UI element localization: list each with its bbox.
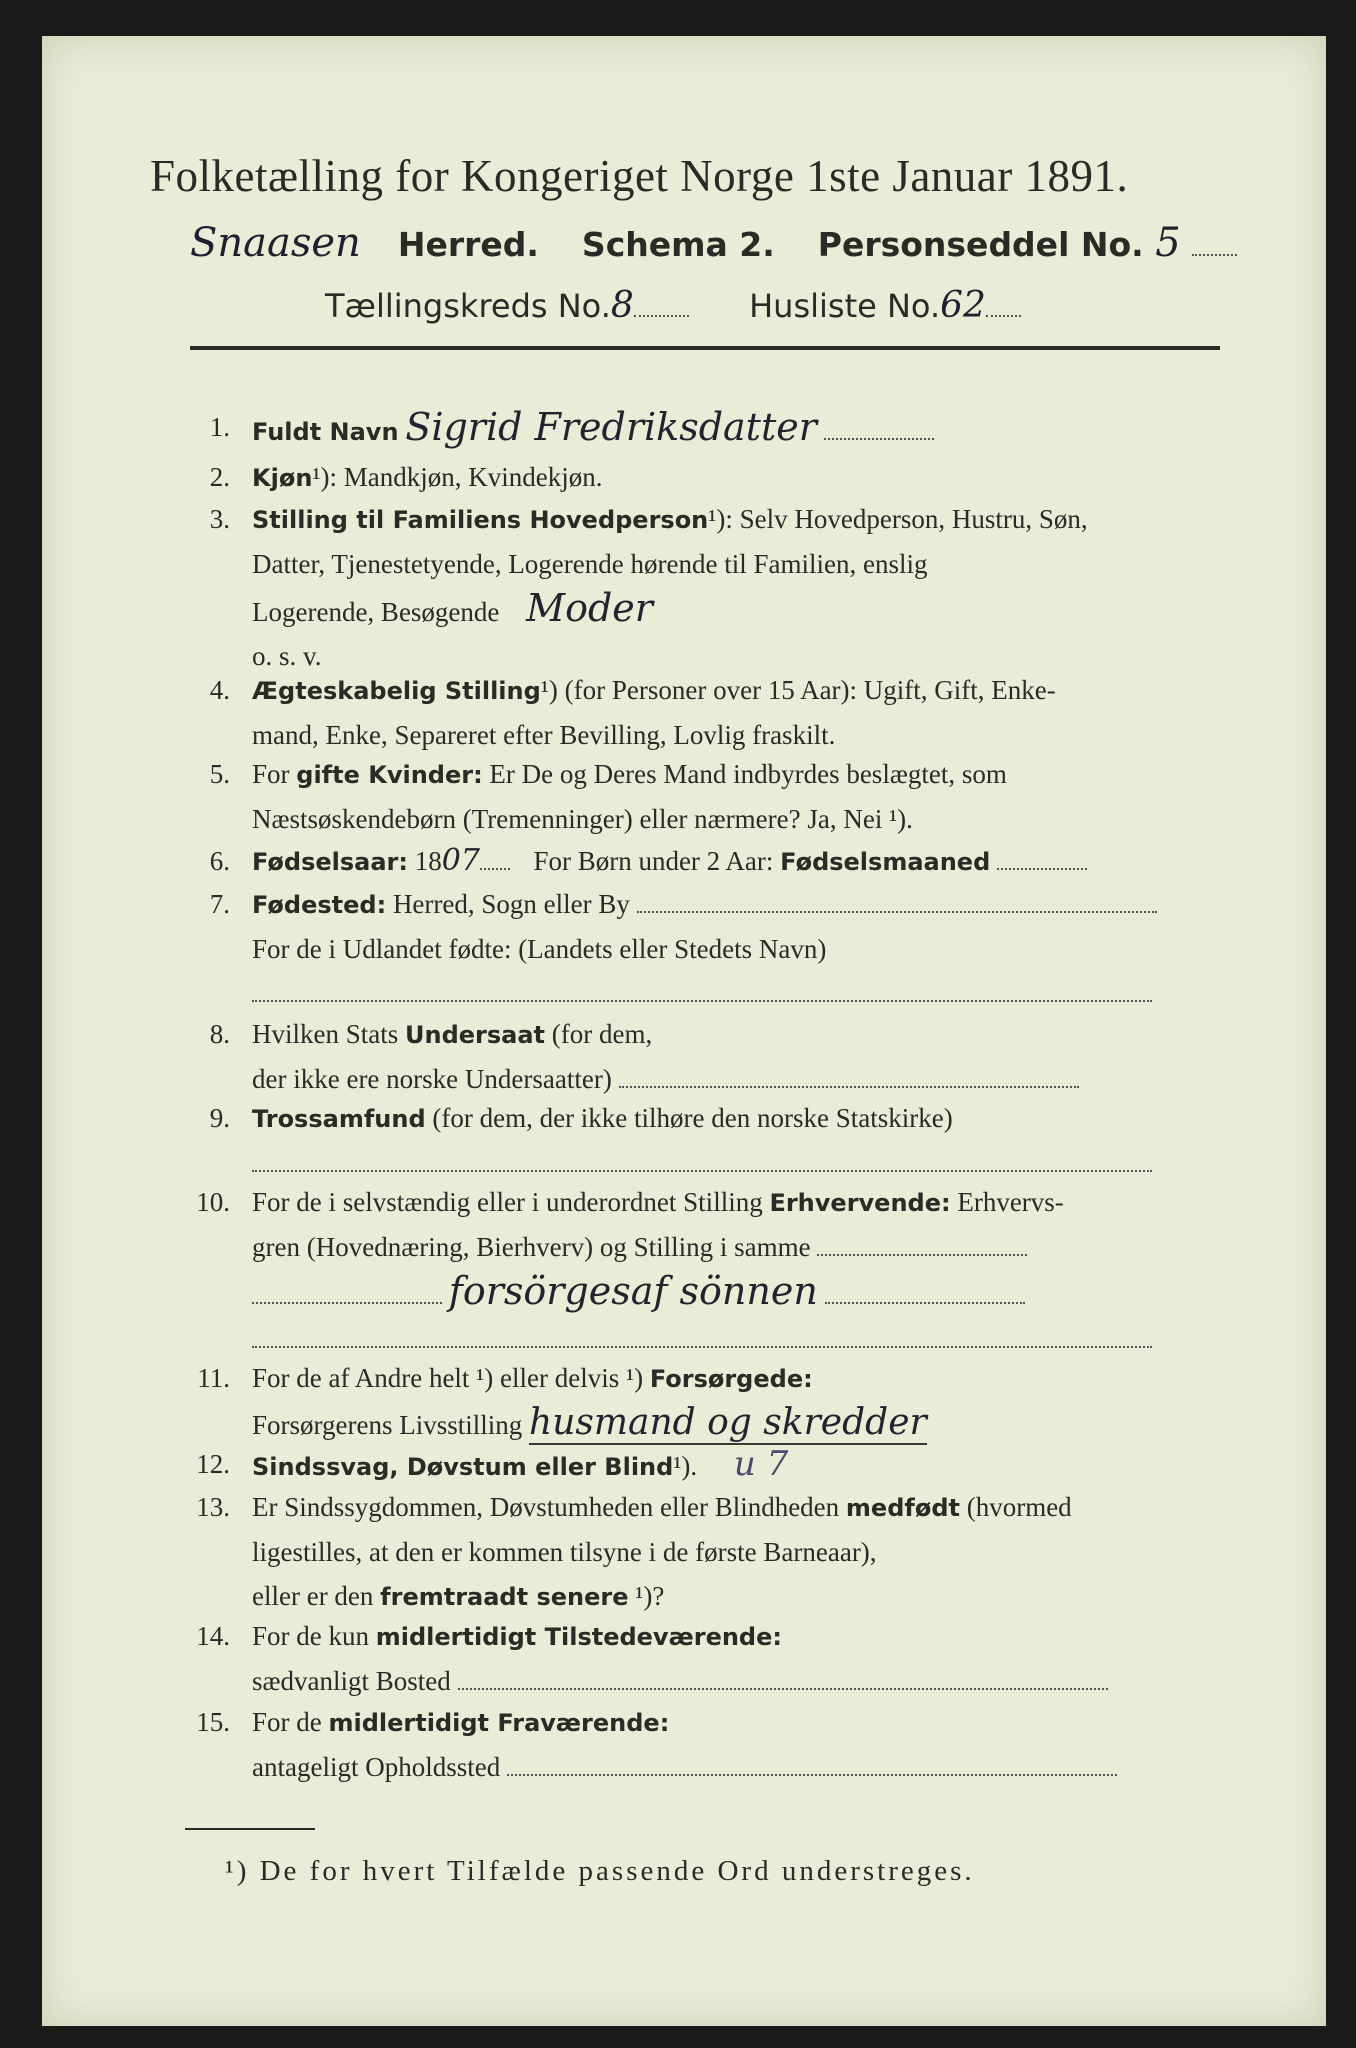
item-text: o. s. v. <box>252 641 322 671</box>
item-text: For de <box>252 1707 322 1737</box>
item-text: Herred, Sogn eller By <box>392 889 630 919</box>
item-label: midlertidigt Fraværende: <box>328 1709 670 1737</box>
item-text: gren (Hovednæring, Bierhverv) og Stilling i samme <box>252 1232 811 1262</box>
item-number: 4. <box>209 675 230 705</box>
item-label: medfødt <box>845 1494 960 1522</box>
item-text: For <box>252 759 290 789</box>
item-label: Erhvervende: <box>769 1189 951 1217</box>
item-text: (hvormed <box>966 1492 1072 1522</box>
name-value: Sigrid Fredriksdatter <box>405 405 817 449</box>
item-number: 13. <box>196 1492 230 1522</box>
husliste-number: 62 <box>940 285 986 326</box>
item-text: (for dem, <box>551 1019 653 1049</box>
item-number: 1. <box>209 412 230 442</box>
item-label: Fødselsmaaned <box>780 848 991 876</box>
herred-schema-line <box>190 220 1237 266</box>
item-text: der ikke ere norske Undersaatter) <box>252 1064 612 1094</box>
item-text: For de i selvstændig eller i underordnet Stilling <box>252 1187 763 1217</box>
item-text: ¹)? <box>635 1581 665 1611</box>
item-number: 10. <box>196 1187 230 1217</box>
item-text: mand, Enke, Separeret efter Bevilling, Lovlig fraskilt. <box>252 720 836 750</box>
item-label: Trossamfund <box>252 1105 426 1133</box>
item-label: Forsørgede: <box>649 1365 813 1393</box>
kreds-husliste-line <box>325 285 1021 326</box>
birth-year-value: 07 <box>441 843 480 878</box>
item-text: For de i Udlandet fødte: (Landets eller Stedets Navn) <box>252 934 827 964</box>
item-text: Er Sindssygdommen, Døvstumheden eller Blindheden <box>252 1492 840 1522</box>
item-text: Forsørgerens Livsstilling <box>252 1410 523 1440</box>
personseddel-label: Personseddel No. <box>817 225 1144 264</box>
year-prefix: 18 <box>414 846 442 876</box>
item-text: ¹): Mandkjøn, Kvindekjøn. <box>312 462 603 492</box>
item-number: 14. <box>196 1621 230 1651</box>
item-text: Er De og Deres Mand indbyrdes beslægtet, som <box>489 759 1007 789</box>
item-text: For de af Andre helt ¹) eller delvis ¹) <box>252 1363 644 1393</box>
item-number: 11. <box>197 1363 230 1393</box>
item-text: Datter, Tjenestetyende, Logerende hørende til Familien, enslig <box>252 549 928 579</box>
item-number: 2. <box>209 462 230 492</box>
herred-label: Herred. <box>397 225 539 264</box>
kreds-label: Tællingskreds No. <box>325 287 611 325</box>
sindssvag-value: u 7 <box>733 1444 789 1484</box>
husliste-label: Husliste No. <box>749 287 941 325</box>
item-text: ¹): Selv Hovedperson, Hustru, Søn, <box>708 504 1088 534</box>
item-label: midlertidigt Tilstedeværende: <box>375 1623 782 1651</box>
item-number: 5. <box>209 759 230 789</box>
item-text: ¹) (for Personer over 15 Aar): Ugift, Gift, Enke- <box>540 675 1056 705</box>
item-label: fremtraadt senere <box>380 1583 629 1611</box>
item-label: Ægteskabelig Stilling <box>252 677 541 705</box>
item-text: antageligt Opholdssted <box>252 1752 501 1782</box>
item-text: For de kun <box>252 1621 369 1651</box>
item-label: Fødselsaar: <box>252 848 408 876</box>
header-rule <box>190 346 1220 350</box>
item-label: Fuldt Navn <box>252 418 399 446</box>
item-text: For Børn under 2 Aar: <box>533 846 774 876</box>
item-label: gifte Kvinder: <box>296 761 483 789</box>
item-number: 6. <box>209 846 230 876</box>
erhverv-value: forsörgesaf sönnen <box>448 1269 818 1313</box>
stilling-value: Moder <box>526 586 653 630</box>
item-label: Fødested: <box>252 891 387 919</box>
herred-handwritten: Snaasen <box>190 220 361 266</box>
form-title: Folketælling for Kongeriget Norge 1ste Januar 1891. <box>150 151 1129 201</box>
item-label: Stilling til Familiens Hovedperson <box>252 506 709 534</box>
item-number: 15. <box>196 1707 230 1737</box>
item-label: Kjøn <box>252 464 313 492</box>
item-number: 8. <box>209 1019 230 1049</box>
item-number: 9. <box>209 1103 230 1133</box>
personseddel-number: 5 <box>1155 220 1181 266</box>
item-number: 3. <box>209 504 230 534</box>
kreds-number: 8 <box>610 285 634 326</box>
item-text: Erhvervs- <box>957 1187 1064 1217</box>
item-text: ¹). <box>673 1451 698 1481</box>
item-label: Undersaat <box>405 1021 546 1049</box>
item-text: Logerende, Besøgende <box>252 597 500 627</box>
item-text: sædvanligt Bosted <box>252 1666 451 1696</box>
item-text: (for dem, der ikke tilhøre den norske Statskirke) <box>432 1103 953 1133</box>
schema-label: Schema 2. <box>581 225 775 264</box>
item-text: eller er den <box>252 1581 374 1611</box>
forsorger-value: husmand og skredder <box>529 1402 927 1443</box>
footnote-rule <box>185 1828 315 1830</box>
footnote: ¹) De for hvert Tilfælde passende Ord understreges. <box>225 1855 975 1887</box>
item-number: 12. <box>196 1449 230 1479</box>
item-text: ligestilles, at den er kommen tilsyne i de første Barneaar), <box>252 1537 877 1567</box>
item-label: Sindssvag, Døvstum eller Blind <box>252 1453 674 1481</box>
item-text: Hvilken Stats <box>252 1019 399 1049</box>
item-text: Næstsøskendebørn (Tremenninger) eller nærmere? Ja, Nei ¹). <box>252 804 913 834</box>
item-number: 7. <box>209 889 230 919</box>
